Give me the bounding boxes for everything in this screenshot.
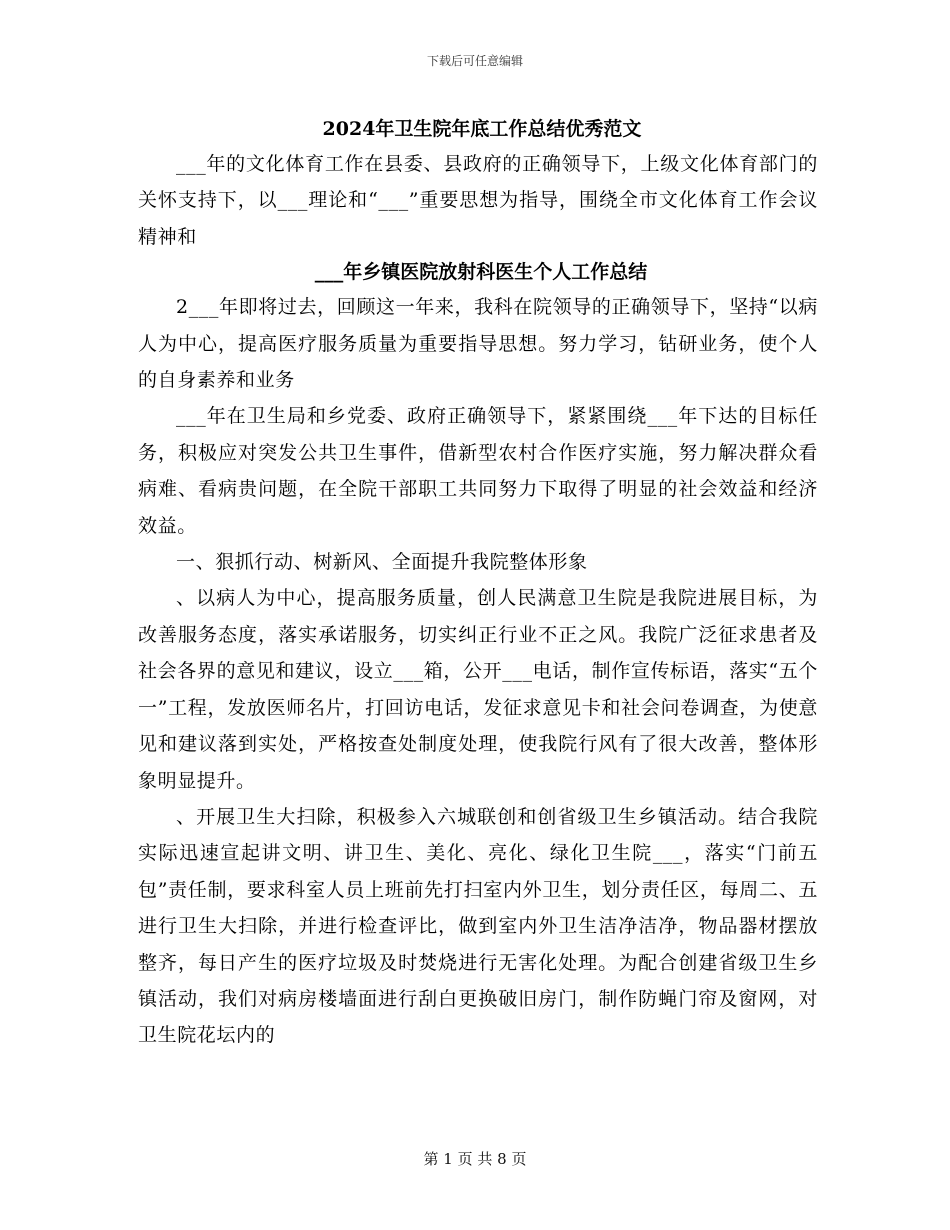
page-footer: 第 1 页 共 8 页 [423,1150,527,1168]
document-title: 2024年卫生院年底工作总结优秀范文 [322,118,642,140]
header-note: 下载后可任意编辑 [426,54,523,68]
section-heading: 一、狠抓行动、树新风、全面提升我院整体形象 [176,551,588,574]
intro-paragraph: ___年的文化体育工作在县委、县政府的正确领导下，上级文化体育部门的关怀支持下，以___理论和“___”重要思想为指导，围绕全市文化体育工作会议精神和 [138,153,818,248]
paragraph-1: 2___年即将过去，回顾这一年来，我科在院领导的正确领导下，坚持“以病人为中心，提高医疗服务质量为重要指导思想。努力学习，钻研业务，使个人的自身素养和业务 [138,296,818,392]
document-content [138,112,818,1054]
paragraph-3: 、以病人为中心，提高服务质量，创人民满意卫生院是我院进展目标，为改善服务态度，落实承诺服务，切实纠正行业不正之风。我院广泛征求患者及社会各界的意见和建议，设立___箱，公开___电话，制作宣传标语，落实“五个一”工程，发放医师名片，打回访电话，发征求意见卡和社会问卷调查，为使意见和建议落到实处，严格按查处制度处理，使我院行风有了很大改善，整体形象明显提升。 [138,587,818,792]
paragraph-2: ___年在卫生局和乡党委、政府正确领导下，紧紧围绕___年下达的目标任务，积极应对突发公共卫生事件，借新型农村合作医疗实施，努力解决群众看病难、看病贵问题，在全院干部职工共同努力下取得了明显的社会效益和经济效益。 [138,405,818,537]
document-subtitle: ___年乡镇医院放射科医生个人工作总结 [314,261,648,284]
paragraph-4: 、开展卫生大扫除，积极参入六城联创和创省级卫生乡镇活动。结合我院实际迅速宣起讲文明、讲卫生、美化、亮化、绿化卫生院___，落实“门前五包”责任制，要求科室人员上班前先打扫室内外卫生，划分责任区，每周二、五进行卫生大扫除，并进行检查评比，做到室内外卫生洁净洁净，物品器材摆放整齐，每日产生的医疗垃圾及时焚烧进行无害化处理。为配合创建省级卫生乡镇活动，我们对病房楼墙面进行刮白更换破旧房门，制作防蝇门帘及窗网，对卫生院花坛内的 [138,805,818,1047]
